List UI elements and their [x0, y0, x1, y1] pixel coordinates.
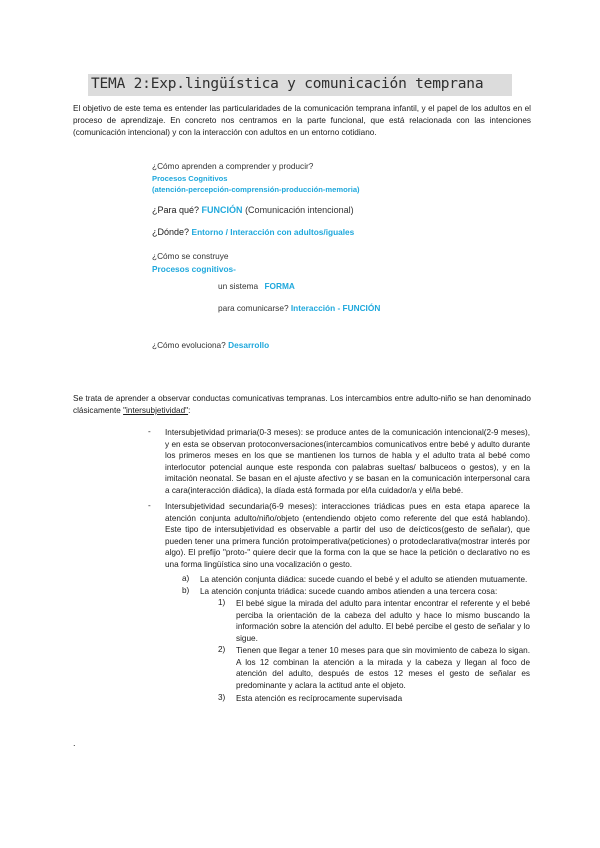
diagram-q4-processes: Procesos cognitivos-	[152, 264, 236, 274]
intersubjectivity-paragraph	[73, 393, 531, 417]
diagram-q3-prefix: ¿Dónde?	[152, 227, 190, 237]
diagram-q2	[152, 205, 354, 215]
item2-secondary-intersubjectivity: Intersubjetividad secundaria(6-9 meses): interacciones triádicas pues en esta etapa aparece la atención conjunta adulto/niño/objeto (entendiendo objeto como referente del que está hablando). Este tipo de intersubjetividad es observable a partir del uso de deícticos(gesto de señalar), que pueden tener una primera función protoimperativa(peticiones) o protodeclarativa(mostrar interés por algo). El prefijo "proto-" quiere decir que la forma con la que se hace la petición o declarativo no es una forma lingüística sino una vocalización o gesto.	[165, 502, 530, 569]
diagram-q5-key: Desarrollo	[228, 340, 270, 350]
diagram-q1-stages: (atención-percepción-comprensión-producción-memoria)	[152, 185, 360, 194]
n1-item: El bebé sigue la mirada del adulto para intentar encontrar el referente y el bebé perciba la orientación de la cabeza del adulto y hace lo mismo buscando la información sobre la atención del adulto. El bebé percibe el gesto de señalar y lo sigue.	[236, 599, 530, 643]
sub-b-marker: b)	[182, 586, 190, 595]
para2-text: Se trata de aprender a observar conductas comunicativas tempranas. Los intercambios entre adulto-niño se han denominado clásicamente	[73, 394, 531, 415]
diagram-q3-key: Entorno / Interacción con adultos/iguales	[191, 227, 355, 237]
n3-marker: 3)	[218, 693, 226, 702]
n3-item: Esta atención es recíprocamente supervisada	[236, 694, 403, 703]
diagram-q4-form-prefix: un sistema	[218, 281, 259, 291]
n1-marker: 1)	[218, 598, 226, 607]
n2-marker: 2)	[218, 645, 226, 654]
diagram-q1: ¿Cómo aprenden a comprender y producir?	[152, 161, 314, 171]
para2-term: "intersubjetividad"	[123, 406, 189, 415]
diagram-q3	[152, 227, 354, 237]
para2-suffix: :	[188, 406, 191, 415]
diagram-q4-function-prefix: para comunicarse?	[218, 303, 289, 313]
diagram-q5-prefix: ¿Cómo evoluciona?	[152, 340, 226, 350]
item2-dash: -	[148, 501, 151, 510]
intro-paragraph: El objetivo de este tema es entender las particularidades de la comunicación temprana infantil, y el papel de los adultos en el proceso de aprendizaje. En concreto nos centramos en la parte funcional, que está relacionada con las intenciones (comunicación intencional) y con la interacción con adultos en un entorno cotidiano.	[73, 104, 531, 137]
diagram-q4-form-key: FORMA	[264, 281, 295, 291]
item1-primary-intersubjectivity: Intersubjetividad primaria(0-3 meses): se produce antes de la comunicación intencional(2-9 meses), y en esta se observan protoconversaciones(intercambios comunicativos entre bebé y adulto durante los primeros meses en los que se mantienen los turnos de habla y el adulto trata al bebé como interlocutor potencial aunque este responda con palabras sueltas/ balbuceos o gestos), y en la imitación neonatal. Se basan en el ajuste afectivo y se basan en la comunicación interpersonal cara a cara(interacción diádica), la díada está formada por el/la cuidador/a y el/la bebé.	[165, 428, 530, 495]
diagram-q4: ¿Cómo se construye	[152, 251, 229, 261]
diagram-q1-processes: Procesos Cognitivos	[152, 174, 228, 183]
diagram-q2-rest: (Comunicación intencional)	[245, 205, 354, 215]
sub-a-dyadic: La atención conjunta diádica: sucede cuando el bebé y el adulto se atienden mutuamente.	[200, 575, 528, 584]
sub-a-marker: a)	[182, 574, 190, 583]
title-banner	[88, 74, 512, 96]
diagram-q4-function	[218, 303, 380, 313]
diagram-q5	[152, 340, 269, 350]
n2-item: Tienen que llegar a tener 10 meses para que sin movimiento de cabeza lo sigan. A los 12 combinan la atención a la mirada y la cabeza y llegan al foco de atención del adulto, después de estos 12 meses el gesto de señalar es predominante y aclara la actitud ante el objeto.	[236, 646, 530, 690]
diagram-q4-form	[218, 281, 295, 291]
page-title: TEMA 2:Exp.lingüística y comunicación temprana	[91, 76, 484, 92]
sub-b-triadic: La atención conjunta triádica: sucede cuando ambos atienden a una tercera cosa:	[200, 587, 498, 596]
item1-dash: -	[148, 427, 151, 436]
trailing-dot: .	[73, 738, 76, 748]
diagram-q2-key: FUNCIÓN	[201, 205, 243, 215]
diagram-q4-function-key: Interacción - FUNCIÓN	[290, 303, 381, 313]
diagram-q2-prefix: ¿Para qué?	[152, 205, 200, 215]
